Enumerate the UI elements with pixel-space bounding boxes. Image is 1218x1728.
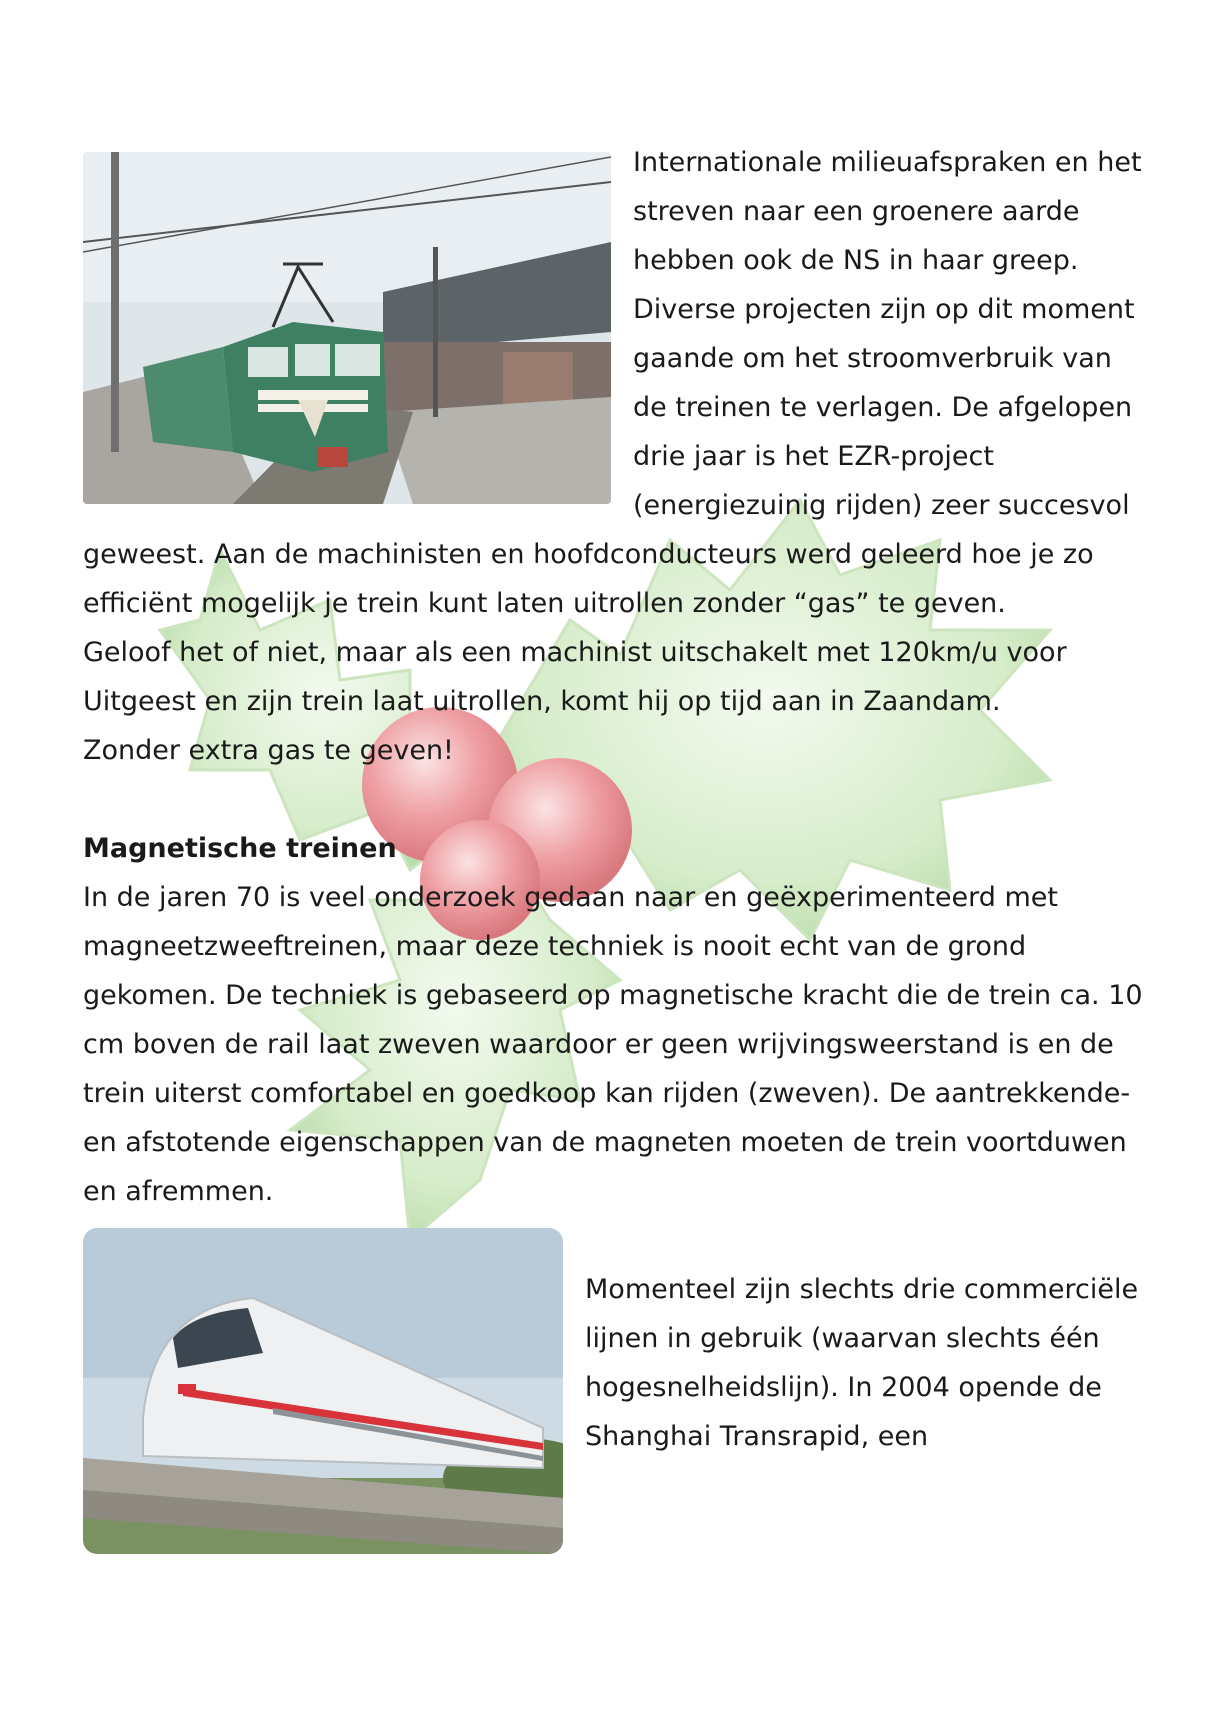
- train-photo: [83, 152, 611, 504]
- maglev-photo: [83, 1228, 563, 1554]
- paragraph-zonder-gas: Zonder extra gas te geven!: [83, 735, 454, 766]
- article-body: [83, 138, 1143, 1554]
- spacer: [83, 775, 1143, 824]
- section-paragraph-1: In de jaren 70 is veel onderzoek gedaan naar en geëxperimenteerd met magneetzweeftreinen, maar deze techniek is nooit echt van de grond gekomen. De techniek is gebaseerd op magnetische kracht die de trein ca. 10 cm boven de rail laat zweven waardoor er geen wrijvingsweerstand is en de trein uiterst comfortabel en goedkoop kan rijden (zweven). De aantrekkende- en afstotende eigenschappen van de magneten moeten de trein voortduwen en afremmen.: [83, 882, 1143, 1207]
- intro-paragraph: Internationale milieuafspraken en het streven naar een groenere aarde hebben ook de NS in haar greep. Diverse projecten zijn op dit moment gaande om het stroomverbruik van de treinen te verlagen. De afgelopen drie jaar is het EZR-project (energiezuinig rijden) zeer succesvol geweest. Aan de machinisten en hoofdconducteurs werd geleerd hoe je zo efficiënt mogelijk je trein kunt laten uitrollen zonder “gas” te geven.: [83, 147, 1142, 619]
- paragraph-uitgeest: Geloof het of niet, maar als een machinist uitschakelt met 120km/u voor Uitgeest en zijn trein laat uitrollen, komt hij op tijd aan in Zaandam.: [83, 637, 1067, 717]
- section-paragraph-2: Momenteel zijn slechts drie commerciële lijnen in gebruik (waarvan slechts één hogesnelheidslijn). In 2004 opende de Shanghai Transrapid, een: [585, 1274, 1139, 1452]
- section-heading: Magnetische treinen: [83, 833, 397, 864]
